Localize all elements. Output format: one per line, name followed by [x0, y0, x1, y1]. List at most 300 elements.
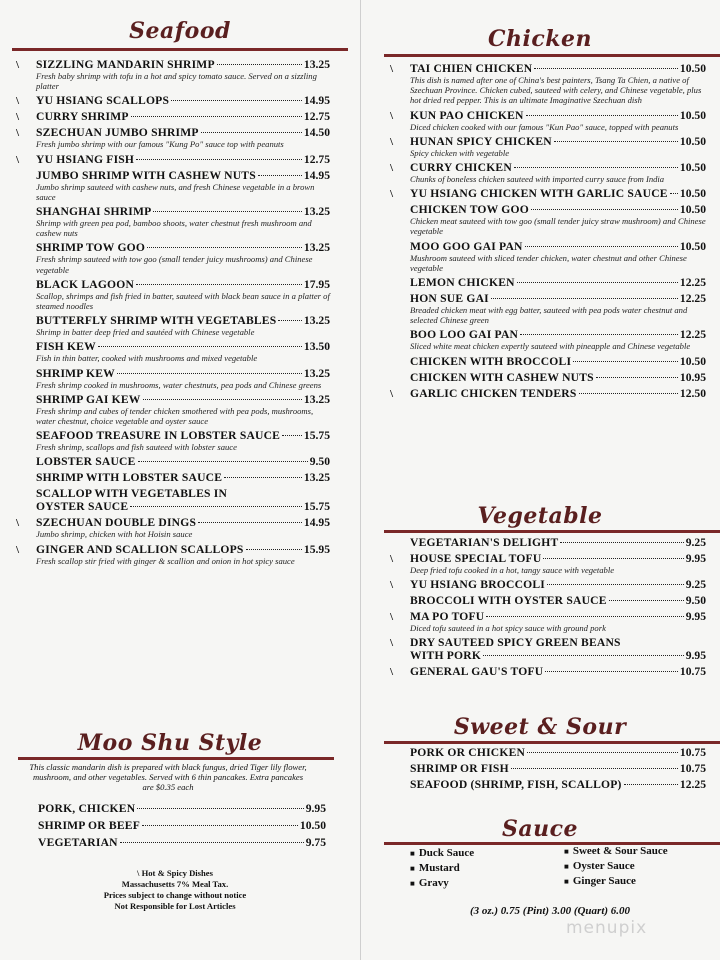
item-name: HON SUE GAI [410, 292, 489, 306]
menu-item [390, 552, 706, 575]
menu-item [410, 292, 706, 325]
item-description: Fresh shrimp, scallops and fish sauteed with lobster sauce [36, 442, 237, 453]
menu-item [36, 429, 330, 452]
item-row [410, 610, 706, 623]
item-row [410, 135, 706, 148]
bullet-icon: ■ [564, 847, 569, 856]
item-row [410, 536, 706, 549]
hot-spicy-icon: \ [390, 109, 394, 122]
leader-dots [514, 167, 678, 168]
item-description: Diced chicken cooked with our famous "Kun Pao" sauce, topped with peanuts [410, 121, 679, 132]
hot-spicy-icon: \ [390, 63, 394, 75]
menu-item [38, 836, 326, 849]
moo-shu-title: Moo Shu Style [77, 730, 263, 756]
item-price: 10.50 [679, 203, 706, 217]
item-name: GINGER AND SCALLION SCALLOPS [36, 542, 244, 556]
menu-item [36, 278, 330, 311]
sweet-sour-rule [384, 741, 720, 744]
item-name: SZECHUAN JUMBO SHRIMP [36, 126, 199, 140]
moo-shu-list [38, 802, 326, 853]
item-name: BUTTERFLY SHRIMP WITH VEGETABLES [36, 314, 277, 328]
leader-dots [624, 784, 678, 785]
item-price: 9.95 [685, 649, 706, 663]
leader-dots [486, 616, 683, 617]
item-row [36, 241, 330, 254]
hot-spicy-icon: \ [390, 579, 394, 592]
item-name: VEGETARIAN'S DELIGHT [410, 536, 559, 549]
item-name: SEAFOOD (SHRIMP, FISH, SCALLOP) [410, 778, 622, 791]
hot-spicy-icon: \ [16, 153, 20, 166]
item-row [36, 205, 330, 218]
item-row [410, 328, 706, 341]
item-row [410, 552, 706, 565]
menu-item [16, 110, 330, 124]
item-price: 15.75 [303, 500, 330, 514]
item-description: This dish is named after one of China's best painters, Tsang Ta Chien, a native of Szechuan Province. Chicken cubed, sauteed with celery, and Chinese vegetable, plus hot dried red pepper. This is an ultimate Imaginative Szechuan dish [410, 75, 702, 106]
item-name: YU HSIANG FISH [36, 152, 135, 166]
bullet-icon: ■ [410, 879, 415, 888]
item-price: 12.50 [679, 386, 706, 400]
menu-item [410, 594, 706, 607]
item-price: 12.25 [679, 292, 706, 306]
item-price: 15.75 [303, 429, 330, 443]
leader-dots [201, 132, 302, 133]
item-row [36, 455, 330, 468]
item-name: TAI CHIEN CHICKEN [410, 62, 533, 75]
item-price: 10.50 [679, 62, 706, 75]
sauce-sizes: (3 oz.) 0.75 (Pint) 3.00 (Quart) 6.00 [469, 905, 631, 917]
item-row [410, 371, 706, 384]
item-row [36, 500, 330, 513]
item-row [410, 276, 706, 289]
hot-legend [60, 868, 290, 879]
item-name: SHRIMP KEW [36, 366, 115, 380]
item-description: Fresh scallop stir fried with ginger & scallion and onion in hot spicy sauce [36, 555, 295, 566]
price-note: Prices subject to change without notice [103, 890, 247, 900]
hot-spicy-icon: \ [16, 543, 20, 556]
sauce-item [564, 844, 714, 859]
leader-dots [670, 193, 678, 194]
item-description: Shrimp in batter deep fried and sautéed with Chinese vegetable [36, 327, 255, 338]
item-row [410, 387, 706, 400]
leader-dots [543, 558, 683, 559]
item-description: Fresh shrimp cooked in mushrooms, water chestnuts, pea pods and Chinese greens [36, 379, 322, 390]
vegetable-list [390, 536, 706, 681]
item-price: 9.50 [685, 594, 706, 608]
item-price: 10.50 [679, 161, 706, 175]
sauce-name: Duck Sauce [418, 847, 475, 859]
menu-item [38, 802, 326, 815]
leader-dots [147, 247, 302, 248]
item-name: SHRIMP OR BEEF [38, 819, 141, 832]
sauce-list-left [410, 846, 550, 891]
chicken-title: Chicken [488, 26, 592, 52]
item-row [36, 393, 330, 406]
item-name: HOUSE SPECIAL TOFU [410, 552, 542, 565]
item-row [410, 665, 706, 678]
item-row [36, 367, 330, 380]
item-row [410, 762, 706, 775]
item-price: 14.95 [303, 94, 330, 108]
item-description: Chunks of boneless chicken sauteed with imported curry sauce from India [410, 174, 665, 185]
leader-dots [136, 284, 302, 285]
item-row [36, 429, 330, 442]
leader-dots [545, 671, 678, 672]
menu-item [38, 819, 326, 832]
leader-dots [609, 600, 684, 601]
item-price: 13.50 [303, 340, 330, 354]
item-description: Spicy chicken with vegetable [410, 147, 510, 158]
menu-item [36, 487, 330, 513]
item-name: OYSTER SAUCE [36, 500, 129, 514]
item-row [38, 802, 326, 815]
item-name: SHANGHAI SHRIMP [36, 205, 152, 219]
item-name: WITH PORK [410, 649, 482, 663]
menu-item [390, 161, 706, 185]
menu-item [36, 241, 330, 274]
leader-dots [511, 768, 678, 769]
hot-spicy-icon: \ [390, 553, 394, 565]
hot-spicy-icon: \ [16, 517, 20, 530]
menu-item [16, 58, 330, 92]
menu-item [410, 778, 706, 791]
watermark: menupix [566, 918, 648, 938]
item-price: 12.75 [303, 152, 330, 166]
leader-dots [258, 175, 302, 176]
item-price: 9.95 [305, 802, 326, 815]
item-price: 9.75 [305, 836, 326, 849]
leader-dots [531, 209, 678, 210]
leader-dots [278, 320, 302, 321]
leader-dots [136, 159, 302, 160]
menu-item [36, 340, 330, 363]
item-price: 12.75 [303, 110, 330, 124]
item-name: SCALLOP WITH VEGETABLES IN [36, 487, 228, 501]
menu-item [16, 94, 330, 108]
sauce-item [410, 876, 550, 891]
hot-spicy-icon: \ [16, 127, 20, 140]
footnotes [60, 868, 290, 912]
menu-item [36, 205, 330, 238]
menu-item [410, 276, 706, 289]
item-row [36, 126, 330, 139]
item-price: 12.25 [679, 778, 706, 791]
bullet-icon: ■ [564, 877, 569, 886]
leader-dots [130, 506, 302, 507]
item-description: Fresh shrimp sauteed with tow goo (small tender juicy mushrooms) and Chinese vegetable [36, 254, 313, 275]
item-name: JUMBO SHRIMP WITH CASHEW NUTS [36, 168, 256, 182]
leader-dots [554, 141, 678, 142]
item-price: 10.50 [679, 108, 706, 122]
item-name: PORK, CHICKEN [38, 802, 136, 815]
item-row [410, 109, 706, 122]
item-description: Sliced white meat chicken expertly sauteed with pineapple and Chinese vegetable [410, 341, 691, 352]
item-name: BLACK LAGOON [36, 277, 135, 291]
seafood-list [16, 58, 330, 569]
bullet-icon: ■ [410, 864, 415, 873]
leader-dots [143, 399, 302, 400]
hot-spicy-icon: \ [16, 59, 20, 71]
item-name: VEGETARIAN [38, 836, 118, 849]
item-description: Fresh shrimp and cubes of tender chicken smothered with pea pods, mushrooms, water chestnut, choice vegetable and oyster sauce [36, 405, 314, 427]
item-name: LEMON CHICKEN [410, 276, 515, 290]
item-name: BOO LOO GAI PAN [410, 328, 519, 342]
sauce-list-right [564, 844, 714, 889]
item-name: GENERAL GAU'S TOFU [410, 665, 544, 679]
sauce-name: Oyster Sauce [572, 860, 635, 872]
menu-item [36, 169, 330, 202]
item-name: LOBSTER SAUCE [36, 455, 136, 469]
item-row [410, 203, 706, 216]
moo-shu-intro: This classic mandarin dish is prepared with black fungus, dried Tiger lily flower, mushroom, and other vegetables. Served with 6 thin pancakes. Extra pancakes are $0.35 each [29, 762, 307, 793]
menu-item [36, 367, 330, 390]
item-row [36, 58, 330, 71]
sauce-name: Mustard [418, 862, 460, 874]
item-name: SHRIMP OR FISH [410, 762, 509, 775]
leader-dots [117, 373, 302, 374]
item-description: Shrimp with green pea pod, bamboo shoots, water chestnut fresh mushroom and cashew nuts [36, 218, 312, 239]
sauce-item [410, 861, 550, 876]
item-name: SHRIMP WITH LOBSTER SAUCE [36, 471, 223, 485]
item-price: 9.50 [309, 455, 330, 469]
menu-item [390, 665, 706, 679]
menu-item [390, 610, 706, 634]
leader-dots [282, 435, 302, 436]
menu-item [16, 126, 330, 150]
item-price: 13.25 [303, 392, 330, 406]
item-row [410, 746, 706, 759]
item-name: PORK OR CHICKEN [410, 746, 526, 759]
item-description: Fresh jumbo shrimp with our famous "Kung Po" sauce top with peanuts [36, 139, 284, 150]
menu-item [390, 134, 706, 158]
menu-item [410, 203, 706, 236]
leader-dots [483, 655, 684, 656]
leader-dots [138, 461, 308, 462]
item-price: 9.25 [685, 578, 706, 592]
item-row [36, 153, 330, 166]
item-price: 13.25 [303, 241, 330, 255]
menu-item [390, 578, 706, 592]
item-price: 13.25 [303, 205, 330, 219]
menu-item [410, 371, 706, 384]
sauce-item [564, 874, 714, 889]
sweet-sour-title: Sweet & Sour [453, 714, 627, 740]
vegetable-title: Vegetable [477, 503, 603, 529]
leader-dots [153, 211, 302, 212]
item-description: Breaded chicken meat with egg batter, sauteed with pea pods water chestnut and selected Chinese green [410, 305, 688, 326]
tax-note: Massachusetts 7% Meal Tax. [121, 879, 229, 889]
item-row [410, 62, 706, 75]
item-row [410, 594, 706, 607]
leader-dots [534, 68, 678, 69]
responsibility-note: Not Responsible for Lost Articles [114, 901, 236, 911]
menu-item [16, 542, 330, 566]
item-price: 10.95 [679, 370, 706, 384]
item-row [36, 471, 330, 484]
item-row [36, 169, 330, 182]
moo-shu-rule [18, 757, 334, 760]
item-price: 12.25 [679, 328, 706, 342]
item-price: 9.95 [685, 610, 706, 624]
menu-item [410, 536, 706, 549]
menu-item [16, 516, 330, 540]
item-name: MOO GOO GAI PAN [410, 239, 523, 253]
menu-item [36, 455, 330, 468]
leader-dots [98, 346, 302, 347]
leader-dots [131, 116, 302, 117]
item-description: Deep fried tofu cooked in a hot, tangy sauce with vegetable [410, 565, 615, 575]
leader-dots [579, 393, 678, 394]
item-description: Jumbo shrimp, chicken with hot Hoisin sauce [36, 529, 193, 540]
item-row [410, 161, 706, 174]
leader-dots [224, 477, 302, 478]
item-row [410, 240, 706, 253]
menu-item [390, 386, 706, 400]
item-row [36, 340, 330, 353]
item-row [36, 314, 330, 327]
menu-item [410, 762, 706, 775]
menu-item [390, 187, 706, 201]
item-name: DRY SAUTEED SPICY GREEN BEANS [410, 636, 621, 650]
leader-dots [573, 361, 678, 362]
item-description: Fish in thin batter, cooked with mushrooms and mixed vegetable [36, 353, 258, 364]
leader-dots [217, 64, 302, 65]
item-price: 13.25 [303, 366, 330, 380]
leader-dots [525, 246, 678, 247]
item-description: Diced tofu sauteed in a hot spicy sauce with ground pork [410, 623, 606, 634]
item-row [36, 278, 330, 291]
item-name: HUNAN SPICY CHICKEN [410, 134, 552, 148]
leader-dots [137, 808, 303, 809]
item-row [410, 187, 706, 200]
item-name: YU HSIANG SCALLOPS [36, 94, 170, 108]
item-name: SHRIMP GAI KEW [36, 392, 141, 406]
item-price: 10.50 [679, 134, 706, 148]
chicken-list [390, 62, 706, 403]
item-price: 10.50 [299, 819, 326, 832]
item-row [36, 543, 330, 556]
vegetable-rule [384, 530, 720, 533]
item-description: Scallop, shrimps and fish fried in batter, sauteed with black bean sauce in a platter of steamed noodles [36, 290, 330, 312]
item-name: SIZZLING MANDARIN SHRIMP [36, 58, 215, 71]
hot-spicy-icon: \ [390, 666, 394, 679]
item-name: CURRY CHICKEN [410, 161, 512, 175]
sauce-name: Gravy [418, 877, 449, 889]
hot-spicy-icon: \ [16, 95, 20, 108]
item-name: KUN PAO CHICKEN [410, 108, 524, 122]
item-price: 10.75 [679, 746, 706, 759]
item-row [410, 778, 706, 791]
leader-dots [527, 752, 678, 753]
item-row [36, 110, 330, 123]
item-row [36, 516, 330, 529]
hot-spicy-icon: \ [390, 387, 394, 400]
item-price: 10.75 [679, 665, 706, 679]
leader-dots [547, 584, 684, 585]
item-row [410, 578, 706, 591]
bullet-icon: ■ [564, 862, 569, 871]
leader-dots [560, 542, 683, 543]
item-price: 13.25 [303, 58, 330, 71]
menu-item [390, 108, 706, 132]
item-price: 10.75 [679, 762, 706, 775]
item-name: FISH KEW [36, 340, 96, 354]
menu-item [36, 471, 330, 484]
menu-item [390, 636, 706, 663]
item-name: CHICKEN WITH CASHEW NUTS [410, 370, 594, 384]
menu-item [410, 355, 706, 368]
item-name: YU HSIANG CHICKEN WITH GARLIC SAUCE [410, 187, 668, 201]
item-description: Fresh baby shrimp with tofu in a hot and spicy tomato sauce. Served on a sizzling platter [36, 71, 317, 92]
item-description: Mushroom sauteed with sliced tender chicken, water chestnut and other Chinese vegetable [410, 252, 687, 273]
item-row [410, 649, 706, 662]
sauce-item [564, 859, 714, 874]
menu-item [410, 746, 706, 759]
item-row [36, 94, 330, 107]
leader-dots [517, 282, 678, 283]
hot-spicy-icon: \ [390, 162, 394, 175]
item-name: CHICKEN WITH BROCCOLI [410, 354, 572, 368]
leader-dots [526, 115, 678, 116]
menu-item [410, 328, 706, 351]
hot-mark-icon: \ [137, 868, 140, 878]
item-price: 13.25 [303, 471, 330, 485]
menu-item [36, 314, 330, 337]
sauce-name: Sweet & Sour Sauce [572, 845, 668, 857]
item-name: CHICKEN TOW GOO [410, 203, 529, 217]
sauce-item [410, 846, 550, 861]
leader-dots [246, 549, 302, 550]
item-name: YU HSIANG BROCCOLI [410, 578, 546, 592]
item-price: 15.95 [303, 542, 330, 556]
sweet-sour-list [410, 746, 706, 794]
menu-item [16, 152, 330, 166]
hot-spicy-icon: \ [390, 637, 394, 650]
item-price: 13.25 [303, 314, 330, 328]
item-row [38, 819, 326, 832]
item-name: SHRIMP TOW GOO [36, 241, 146, 255]
bullet-icon: ■ [410, 849, 415, 858]
leader-dots [142, 825, 298, 826]
seafood-title: Seafood [129, 18, 231, 44]
item-price: 14.50 [303, 126, 330, 140]
hot-spicy-icon: \ [390, 611, 394, 624]
leader-dots [120, 842, 304, 843]
hot-legend-text: Hot & Spicy Dishes [141, 868, 213, 878]
item-price: 14.95 [303, 516, 330, 530]
hot-spicy-icon: \ [16, 111, 20, 124]
hot-spicy-icon: \ [390, 135, 394, 148]
item-price: 10.50 [679, 187, 706, 201]
item-row [410, 355, 706, 368]
item-price: 10.50 [679, 354, 706, 368]
item-price: 17.95 [303, 277, 330, 291]
item-description: Jumbo shrimp sauteed with cashew nuts, and fresh Chinese vegetable in a brown sauce [36, 181, 315, 202]
item-name: CURRY SHRIMP [36, 110, 129, 124]
item-price: 14.95 [303, 168, 330, 182]
sauce-title: Sauce [501, 816, 579, 842]
item-name: SEAFOOD TREASURE IN LOBSTER SAUCE [36, 429, 281, 443]
item-price: 12.25 [679, 276, 706, 290]
item-name: SZECHUAN DOUBLE DINGS [36, 516, 197, 530]
menu-item [36, 393, 330, 426]
chicken-rule [384, 54, 720, 57]
hot-spicy-icon: \ [390, 188, 394, 201]
item-name: GARLIC CHICKEN TENDERS [410, 386, 577, 400]
leader-dots [198, 522, 302, 523]
leader-dots [491, 298, 678, 299]
sauce-name: Ginger Sauce [572, 875, 636, 887]
